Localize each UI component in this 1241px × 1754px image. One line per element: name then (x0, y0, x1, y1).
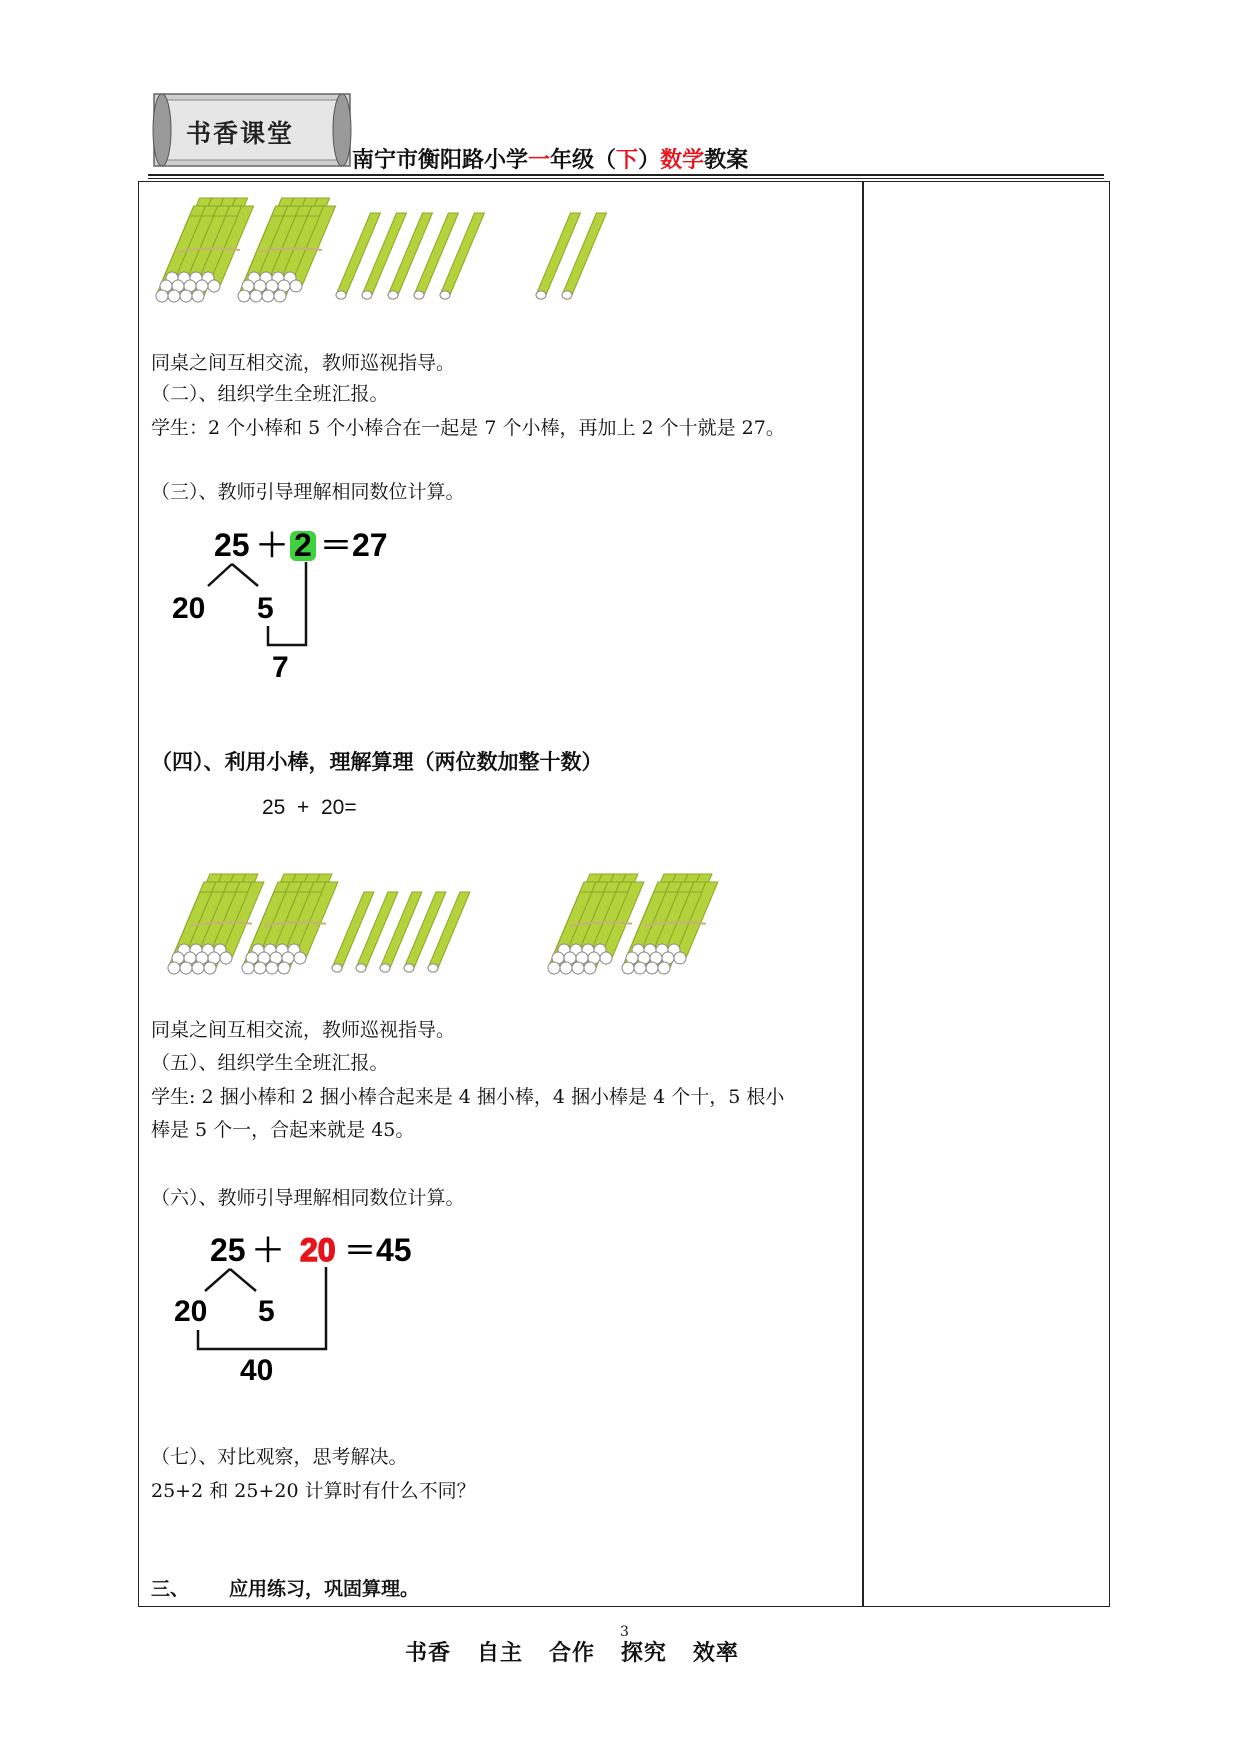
question-text: 25+2 和 25+20 计算时有什么不同？ (151, 1480, 476, 1502)
diagram2-left: 25 (210, 1232, 246, 1268)
student-report-2a: 学生: 2 捆小棒和 2 捆小棒合起来是 4 捆小棒，4 捆小棒是 4 个十，5 根小 (151, 1086, 785, 1108)
diagram1-addend: 2 (294, 527, 312, 563)
diagram1-combined: 7 (272, 651, 289, 684)
diagram1-equals: ＝ (320, 527, 353, 563)
step-3-heading: （三）、教师引导理解相同数位计算。 (151, 481, 465, 503)
step-2-heading: （二）、组织学生全班汇报。 (151, 383, 389, 405)
step-4-heading: （四）、利用小棒，理解算理（两位数加整十数） (151, 750, 603, 774)
diagram2-result: 45 (376, 1232, 412, 1268)
logo-scroll-banner (148, 90, 356, 170)
student-report-2b: 棒是 5 个一，合起来就是 45。 (151, 1119, 415, 1141)
diagram2-split-ones: 5 (258, 1295, 275, 1328)
diagram2-combined: 40 (240, 1354, 274, 1387)
calc-diagram-25-plus-20 (160, 1230, 460, 1390)
diagram1-left: 25 (214, 527, 250, 563)
equation-25-plus-20: 25 + 20= (262, 796, 357, 819)
sticks-illustration-25-plus-2 (150, 190, 630, 310)
text-exchange-2: 同桌之间互相交流，教师巡视指导。 (151, 1019, 456, 1041)
diagram2-equals: ＝ (344, 1232, 377, 1268)
diagram2-split-tens: 20 (174, 1295, 208, 1328)
diagram2-addend: 20 (300, 1232, 336, 1268)
diagram1-plus: ＋ (256, 527, 289, 563)
step-6-heading: （六）、教师引导理解相同数位计算。 (151, 1187, 465, 1209)
logo-text: 书香课堂 (186, 119, 295, 148)
diagram1-result: 27 (352, 527, 388, 563)
page-title: 南宁市衡阳路小学一年级（下）数学教案 (352, 148, 749, 173)
table-column-divider (862, 181, 864, 1607)
step-5-heading: （五）、组织学生全班汇报。 (151, 1052, 389, 1074)
step-7-heading: （七）、对比观察，思考解决。 (151, 1446, 408, 1468)
stick-bundle-icon (238, 198, 336, 302)
diagram2-plus: ＋ (252, 1232, 285, 1268)
text-exchange-1: 同桌之间互相交流，教师巡视指导。 (151, 352, 456, 374)
header-rule-thin (148, 178, 1104, 179)
header-rule (148, 174, 1104, 176)
page-number: 3 (620, 1624, 629, 1640)
student-report-1: 学生：2 个小棒和 5 个小棒合在一起是 7 个小棒，再加上 2 个十就是 27。 (151, 417, 785, 439)
calc-diagram-25-plus-2 (160, 525, 420, 685)
sticks-illustration-25-plus-20 (160, 868, 720, 978)
diagram1-split-ones: 5 (257, 592, 274, 625)
diagram1-split-tens: 20 (172, 592, 206, 625)
stick-bundle-icon (156, 198, 254, 302)
footer-motto: 书香 自主 合作 探究 效率 (405, 1641, 739, 1666)
section-3-heading: 三、 应用练习，巩固算理。 (151, 1578, 420, 1600)
